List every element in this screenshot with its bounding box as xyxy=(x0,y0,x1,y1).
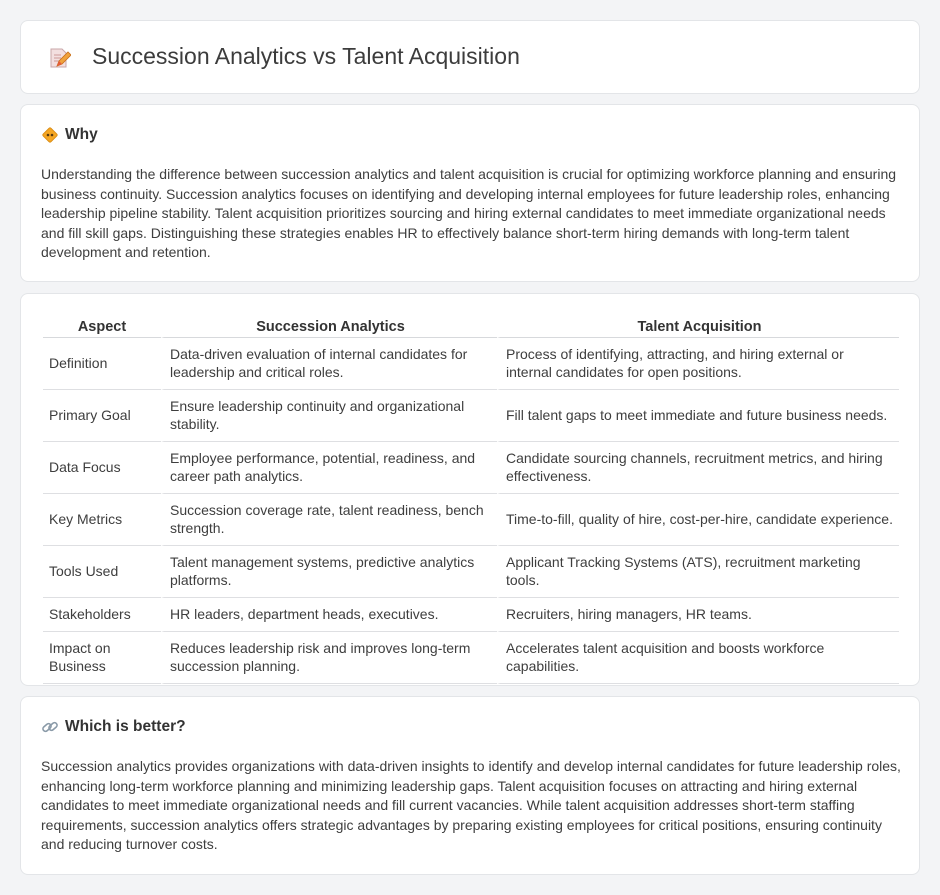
succession-cell: Ensure leadership continuity and organizational stability. xyxy=(161,390,497,442)
which-is-better-section xyxy=(20,696,920,875)
better-heading: Which is better? xyxy=(65,718,186,735)
table-row xyxy=(43,494,899,546)
link-icon xyxy=(41,718,59,736)
why-text: Understanding the difference between succession analytics and talent acquisition is crucial for optimizing workforce planning and ensuring business continuity. Succession analytics focuses on identifying and developing internal employees for future leadership roles, enhancing leadership pipeline stability. Talent acquisition prioritizes sourcing and hiring external candidates to meet immediate organizational needs and fill skill gaps. Distinguishing these strategies enables HR to effectively balance short-term hiring demands with long-term talent development and retention. xyxy=(41,166,897,260)
talent-cell: Recruiters, hiring managers, HR teams. xyxy=(497,598,899,632)
aspect-cell: Stakeholders xyxy=(43,598,161,632)
page-title: Succession Analytics vs Talent Acquisition xyxy=(92,43,520,69)
aspect-cell: Data Focus xyxy=(43,442,161,494)
aspect-cell: Definition xyxy=(43,338,161,390)
table-row xyxy=(43,632,899,684)
better-text: Succession analytics provides organizations with data-driven insights to identify and develop internal candidates for future leadership roles, enhancing long-term workforce planning and minimizing leadership gaps. Talent acquisition focuses on attracting and hiring external candidates to meet immediate organizational needs and fill current vacancies. While talent acquisition addresses short-term staffing requirements, succession analytics offers strategic advantages by preparing existing employees for critical positions, ensuring continuity and reducing turnover costs. xyxy=(41,758,901,852)
table-row xyxy=(43,390,899,442)
succession-cell: Employee performance, potential, readiness, and career path analytics. xyxy=(161,442,497,494)
aspect-cell: Primary Goal xyxy=(43,390,161,442)
title-card xyxy=(20,20,920,94)
aspect-cell: Tools Used xyxy=(43,546,161,598)
table-row xyxy=(43,442,899,494)
succession-cell: Reduces leadership risk and improves long-term succession planning. xyxy=(161,632,497,684)
table-row xyxy=(43,546,899,598)
better-heading-row xyxy=(41,718,186,736)
why-heading: Why xyxy=(65,126,98,143)
header-talent-acquisition: Talent Acquisition xyxy=(497,316,899,338)
talent-cell: Candidate sourcing channels, recruitment metrics, and hiring effectiveness. xyxy=(497,442,899,494)
why-heading-row xyxy=(41,126,98,144)
succession-cell: Talent management systems, predictive analytics platforms. xyxy=(161,546,497,598)
table-row xyxy=(43,338,899,390)
comparison-table xyxy=(43,316,899,684)
talent-cell: Accelerates talent acquisition and boosts workforce capabilities. xyxy=(497,632,899,684)
succession-cell: HR leaders, department heads, executives. xyxy=(161,598,497,632)
header-aspect: Aspect xyxy=(43,316,161,338)
talent-cell: Fill talent gaps to meet immediate and future business needs. xyxy=(497,390,899,442)
table-row xyxy=(43,598,899,632)
talent-cell: Time-to-fill, quality of hire, cost-per-hire, candidate experience. xyxy=(497,494,899,546)
succession-cell: Data-driven evaluation of internal candidates for leadership and critical roles. xyxy=(161,338,497,390)
table-header-row xyxy=(43,316,899,338)
aspect-cell: Key Metrics xyxy=(43,494,161,546)
header-succession-analytics: Succession Analytics xyxy=(161,316,497,338)
comparison-card xyxy=(20,293,920,686)
talent-cell: Process of identifying, attracting, and hiring external or internal candidates for open positions. xyxy=(497,338,899,390)
diamond-sign-icon xyxy=(41,126,59,144)
talent-cell: Applicant Tracking Systems (ATS), recruitment marketing tools. xyxy=(497,546,899,598)
notepad-pencil-icon xyxy=(47,46,71,70)
aspect-cell: Impact on Business xyxy=(43,632,161,684)
why-section xyxy=(20,104,920,282)
succession-cell: Succession coverage rate, talent readiness, bench strength. xyxy=(161,494,497,546)
